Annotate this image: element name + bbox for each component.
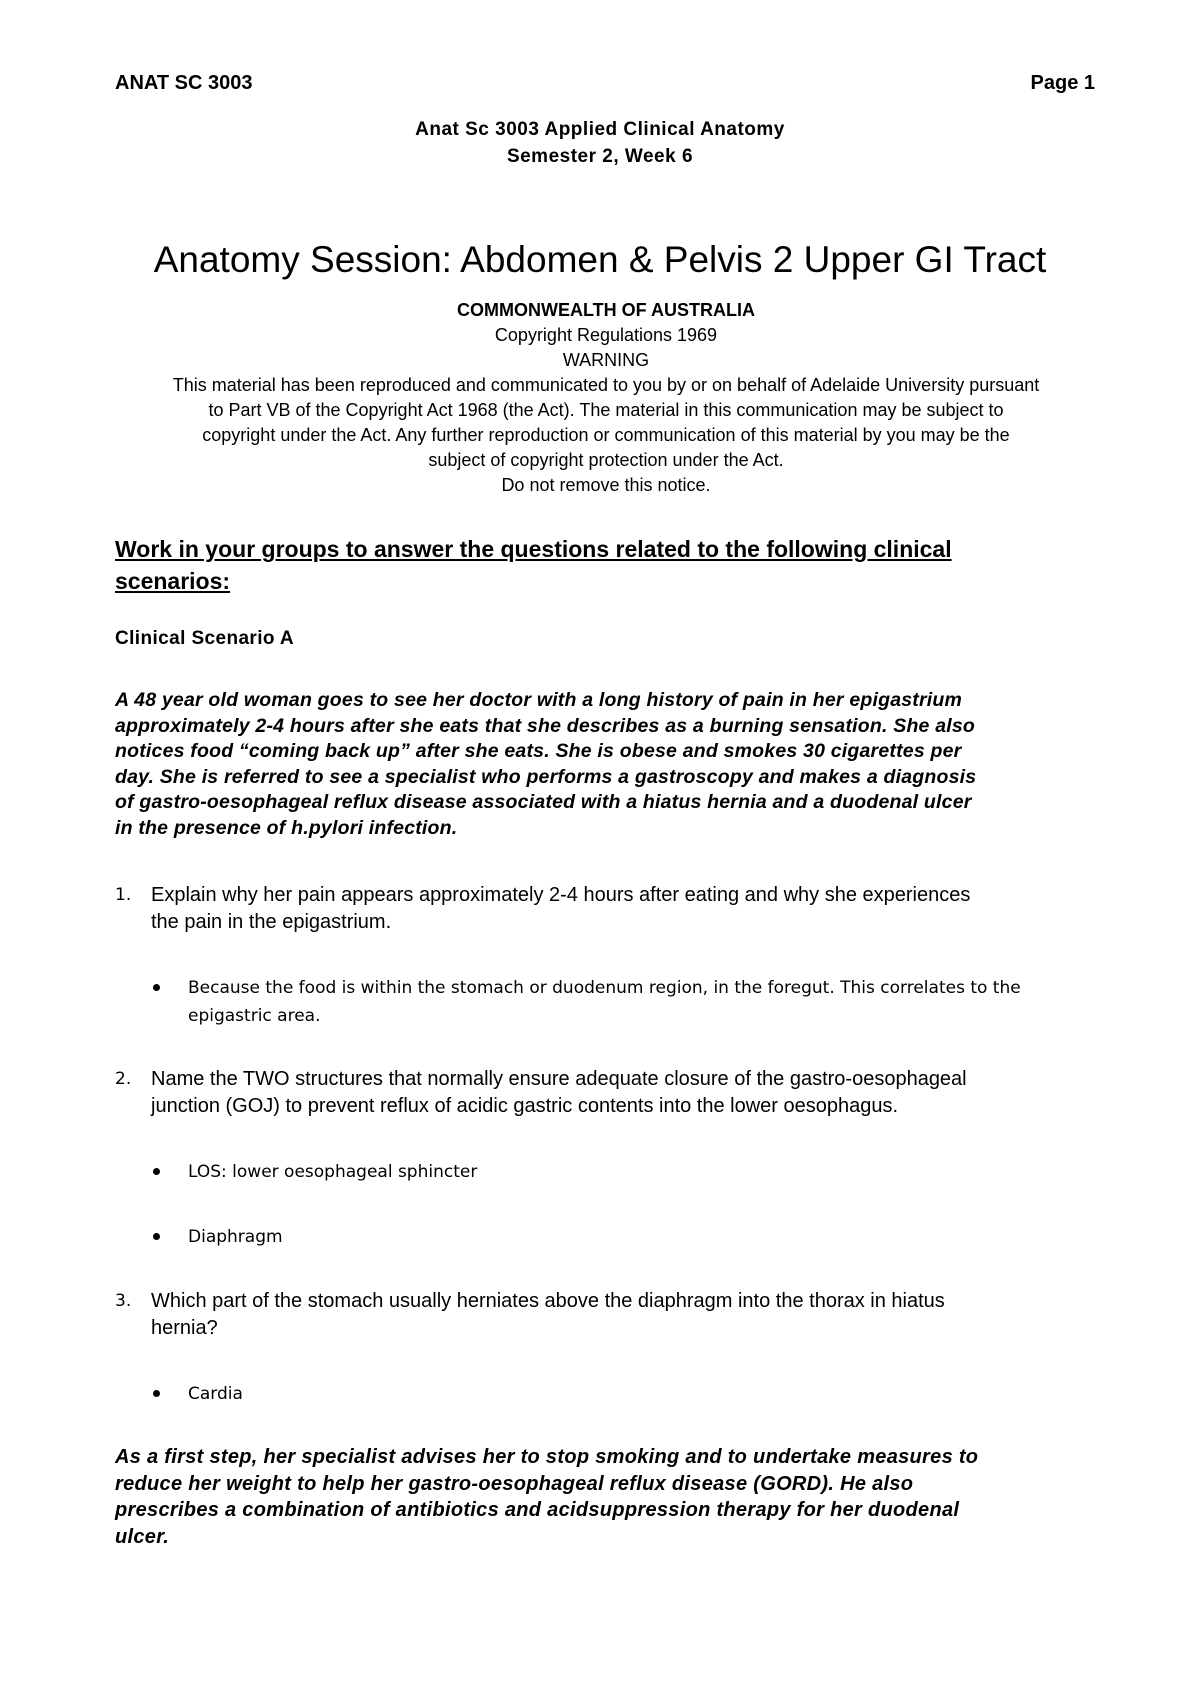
copyright-text-line: copyright under the Act. Any further reproduction or communication of this material by you may be the [202,425,1010,445]
answer-item [150,1158,1090,1186]
question-line: Name the TWO structures that normally ensure adequate closure of the gastro-oesophageal [151,1068,967,1090]
copyright-text-line: to Part VB of the Copyright Act 1968 (the Act). The material in this communication may be subject to [208,400,1004,420]
answer-text [188,1223,1090,1251]
bullet-icon [153,1168,160,1175]
header-course-code: ANAT SC 3003 [115,72,253,94]
followup-line: prescribes a combination of antibiotics and acidsuppression therapy for her duodenal [115,1499,960,1521]
answer-text [188,1380,1090,1408]
copyright-text-line: subject of copyright protection under the Act. [428,450,784,470]
answer-line: LOS: lower oesophageal sphincter [188,1162,478,1182]
copyright-footer: Do not remove this notice. [501,475,711,495]
question-text [151,1288,1090,1342]
answer-line: Diaphragm [188,1227,283,1247]
header-page-number: Page 1 [1030,72,1095,94]
question-text [151,1066,1090,1120]
copyright-notice [112,298,1100,498]
copyright-regulations: Copyright Regulations 1969 [494,325,718,345]
group-instructions [115,533,1100,597]
answer-item [150,1223,1090,1251]
question-text [151,882,1090,936]
question-number: 1. [115,885,132,905]
scenario-line: A 48 year old woman goes to see her doctor with a long history of pain in her epigastrium [115,689,963,711]
course-semester: Semester 2, Week 6 [506,146,694,167]
scenario-line: in the presence of h.pylori infection. [115,816,458,839]
document-title: Anatomy Session: Abdomen & Pelvis 2 Upper GI Tract [153,239,1047,280]
question-number: 3. [115,1291,132,1311]
bullet-icon [153,1390,160,1397]
question-1 [115,882,1090,936]
answer-item [150,1380,1090,1408]
scenario-description [115,688,1095,842]
scenario-label: Clinical Scenario A [115,628,295,649]
question-line: Which part of the stomach usually herniates above the diaphragm into the thorax in hiatus [151,1290,945,1312]
copyright-warning: WARNING [562,350,650,370]
course-title: Anat Sc 3003 Applied Clinical Anatomy [415,119,785,140]
question-2 [115,1066,1090,1120]
bullet-icon [153,984,160,991]
scenario-line: approximately 2-4 hours after she eats that she describes as a burning sensation. She also [115,714,976,737]
question-line: junction (GOJ) to prevent reflux of acidic gastric contents into the lower oesophagus. [151,1095,899,1117]
answer-line: Cardia [188,1384,243,1404]
question-line: the pain in the epigastrium. [151,911,392,933]
answer-item [150,974,1090,1030]
scenario-line: of gastro-oesophageal reflux disease associated with a hiatus hernia and a duodenal ulcer [115,791,972,814]
scenario-line: day. She is referred to see a specialist who performs a gastroscopy and makes a diagnosis [115,765,977,788]
scenario-followup [115,1444,1095,1550]
question-number: 2. [115,1069,132,1089]
copyright-text-line: This material has been reproduced and communicated to you by or on behalf of Adelaide University pursuant [172,375,1040,395]
question-line: hernia? [151,1317,218,1339]
followup-line: reduce her weight to help her gastro-oesophageal reflux disease (GORD). He also [115,1472,914,1495]
followup-line: ulcer. [115,1525,170,1548]
scenario-line: notices food “coming back up” after she eats. She is obese and smokes 30 cigarettes per [115,740,962,763]
answer-text [188,974,1090,1030]
instructions-line: scenarios: [115,568,231,594]
question-3 [115,1288,1090,1342]
question-line: Explain why her pain appears approximately 2-4 hours after eating and why she experiences [151,884,971,906]
bullet-icon [153,1233,160,1240]
instructions-line: Work in your groups to answer the questions related to the following clinical [115,536,952,562]
answer-line: Because the food is within the stomach or duodenum region, in the foregut. This correlates to the [188,978,1021,998]
answer-text [188,1158,1090,1186]
answer-line: epigastric area. [188,1006,321,1026]
course-heading [0,116,1200,170]
copyright-heading: COMMONWEALTH OF AUSTRALIA [457,300,755,320]
followup-line: As a first step, her specialist advises her to stop smoking and to undertake measures to [115,1446,979,1468]
